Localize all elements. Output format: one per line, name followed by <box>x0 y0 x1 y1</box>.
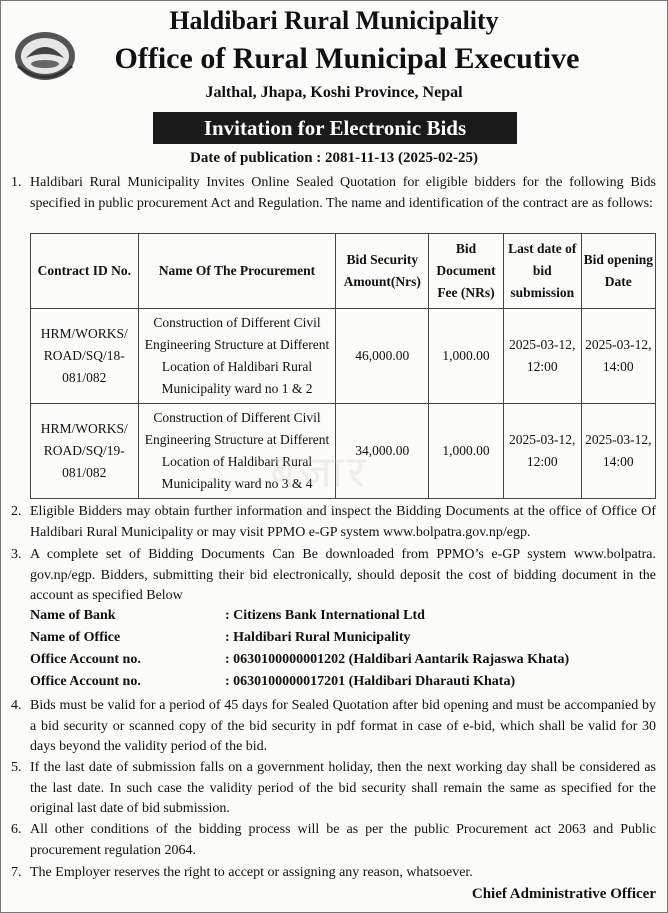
bank-value: : Citizens Bank International Ltd <box>225 608 425 623</box>
cell-bid-security: 46,000.00 <box>336 309 429 404</box>
para-2-number: 2. <box>11 504 22 519</box>
para-1: Haldibari Rural Municipality Invites Online Sealed Quotation for eligible bidders for the following Bids specified in public procurement Act and Regulation. The name and identification of the contract are as follows: <box>30 175 656 211</box>
para-4-number: 4. <box>11 698 22 713</box>
cell-bid-security: 34,000.00 <box>336 404 429 499</box>
signature-title: Chief Administrative Officer <box>471 886 656 902</box>
table-row <box>31 309 656 404</box>
para-4: Bids must be valid for a period of 45 days for Sealed Quotation after bid opening and must be accompanied by a bid security or scanned copy of the bid security in pdf format in case of e-bid, which shall be valid for 30 days beyond the validity period of the bid. <box>30 698 656 754</box>
cell-contract-id: HRM/WORKS/ ROAD/SQ/18- 081/082 <box>31 309 139 404</box>
office-name: Office of Rural Municipal Executive <box>114 42 580 75</box>
bank-value: : Haldibari Rural Municipality <box>225 630 411 645</box>
para-5-number: 5. <box>11 760 22 775</box>
org-name: Haldibari Rural Municipality <box>169 6 499 35</box>
para-3: A complete set of Bidding Documents Can Be downloaded from PPMO’s e-GP system www.bolpatra. gov.np/egp. Bidders, submitting their bid electronically, should deposit the cost of bidding document in the account as specified Below <box>30 547 656 603</box>
col-doc-fee: Bid Document Fee (NRs) <box>429 234 504 309</box>
address: Jalthal, Jhapa, Koshi Province, Nepal <box>205 84 463 101</box>
bank-label: Office Account no. <box>30 674 141 689</box>
col-procurement-name: Name Of The Procurement <box>138 234 336 309</box>
col-opening-date: Bid opening Date <box>581 234 655 309</box>
watermark: बजार <box>270 447 370 498</box>
cell-opening-date: 2025-03-12, 14:00 <box>581 404 655 499</box>
publication-date: Date of publication : 2081-11-13 (2025-02-25) <box>190 150 478 166</box>
para-7-number: 7. <box>11 865 22 880</box>
title-banner: Invitation for Electronic Bids <box>153 112 517 144</box>
cell-procurement-name: Construction of Different Civil Engineering Structure at Different Location of Haldibari Rural Municipality ward no 3 & 4 <box>138 404 336 499</box>
cell-last-date: 2025-03-12, 12:00 <box>503 309 581 404</box>
table-header-row <box>31 234 656 309</box>
cell-doc-fee: 1,000.00 <box>429 404 504 499</box>
para-6: All other conditions of the bidding process will be as per the public Procurement act 2063 and Public procurement regulation 2064. <box>30 822 656 858</box>
para-6-number: 6. <box>11 822 22 837</box>
bank-label: Name of Bank <box>30 608 116 623</box>
bank-value: : 0630100000001202 (Haldibari Aantarik Rajaswa Khata) <box>225 652 570 667</box>
bank-value: : 0630100000017201 (Haldibari Dharauti Khata) <box>225 674 516 689</box>
bank-label: Name of Office <box>30 630 121 645</box>
bank-label: Office Account no. <box>30 652 141 667</box>
cell-opening-date: 2025-03-12, 14:00 <box>581 309 655 404</box>
para-5: If the last date of submission falls on a government holiday, then the next working day shall be considered as the last date. In such case the validity period of the bid security shall remain the same as specified for the original last date of bid submission. <box>30 760 656 816</box>
para-7: The Employer reserves the right to accept or assigning any reason, whatsoever. <box>30 865 473 880</box>
para-3-number: 3. <box>11 547 22 562</box>
para-2: Eligible Bidders may obtain further information and inspect the Bidding Documents at the office of Office Of Haldibari Rural Municipality or may visit PPMO e-GP system www.bolpatra.gov.np/egp. <box>30 504 656 540</box>
col-bid-security: Bid Security Amount(Nrs) <box>336 234 429 309</box>
cell-last-date: 2025-03-12, 12:00 <box>503 404 581 499</box>
cell-doc-fee: 1,000.00 <box>429 309 504 404</box>
cell-contract-id: HRM/WORKS/ ROAD/SQ/19- 081/082 <box>31 404 139 499</box>
cell-procurement-name: Construction of Different Civil Engineering Structure at Different Location of Haldibari Rural Municipality ward no 1 & 2 <box>138 309 336 404</box>
col-last-date: Last date of bid submission <box>503 234 581 309</box>
para-1-number: 1. <box>11 175 22 190</box>
col-contract-id: Contract ID No. <box>31 234 139 309</box>
